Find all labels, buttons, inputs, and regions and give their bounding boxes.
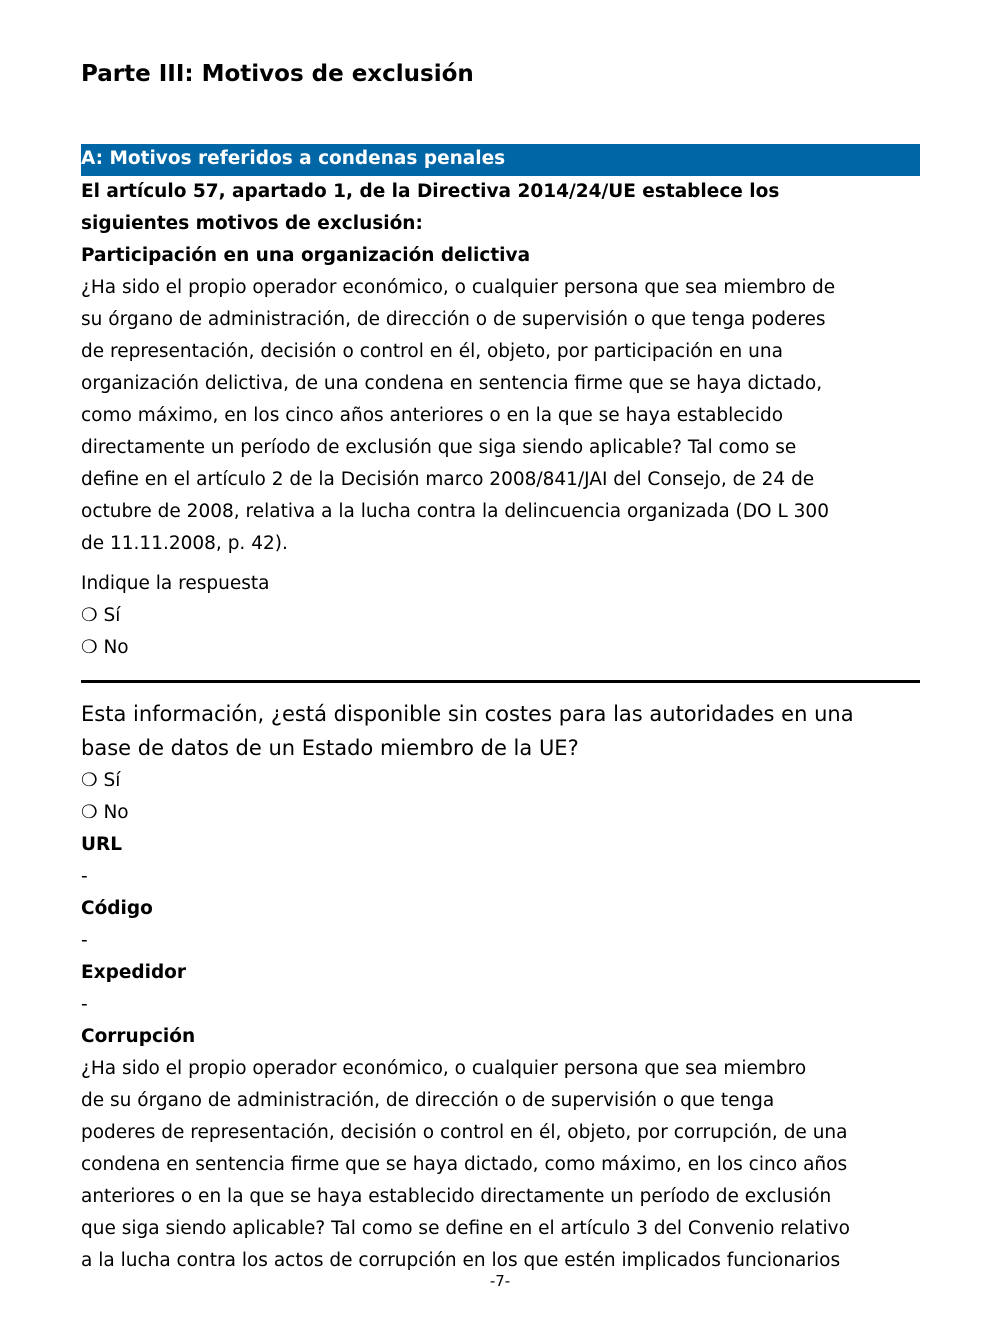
database-radio-yes[interactable]: ❍ Sí [81,770,121,791]
question-line: define en el artículo 2 de la Decisión marco 2008/841/JAI del Consejo, de 24 de [81,469,815,490]
intro-line: El artículo 57, apartado 1, de la Directiva 2014/24/UE establece los [81,181,780,202]
question-line: poderes de representación, decisión o control en él, objeto, por corrupción, de una [81,1122,848,1143]
answer-prompt: Indique la respuesta [81,573,270,594]
question-line: organización delictiva, de una condena en sentencia firme que se haya dictado, [81,373,823,394]
question-line: directamente un período de exclusión que siga siendo aplicable? Tal como se [81,437,797,458]
code-value: - [81,930,88,951]
section-a-content [81,176,920,1277]
part-title: Parte III: Motivos de exclusión [81,61,474,87]
issuer-value: - [81,994,88,1015]
page-number: -7- [489,1272,511,1290]
question-line: ¿Ha sido el propio operador económico, o cualquier persona que sea miembro de [81,277,836,298]
url-label: URL [81,834,123,855]
question-line: de representación, decisión o control en él, objeto, por participación en una [81,341,783,362]
corruption-title: Corrupción [81,1026,196,1047]
horizontal-divider [81,680,920,683]
spacer [81,560,920,568]
org-crime-question [81,272,920,560]
question-line: de 11.11.2008, p. 42). [81,533,288,554]
database-question-line: base de datos de un Estado miembro de la UE? [81,736,579,760]
corruption-question [81,1053,920,1277]
database-question-line: Esta información, ¿está disponible sin costes para las autoridades en una [81,702,854,726]
radio-option-no[interactable]: ❍ No [81,637,129,658]
question-line: condena en sentencia firme que se haya dictado, como máximo, en los cinco años [81,1154,848,1175]
question-line: de su órgano de administración, de dirección o de supervisión o que tenga [81,1090,775,1111]
code-label: Código [81,898,153,919]
url-value: - [81,866,88,887]
question-line: a la lucha contra los actos de corrupción en los que estén implicados funcionarios [81,1250,841,1271]
question-line: ¿Ha sido el propio operador económico, o cualquier persona que sea miembro [81,1058,807,1079]
org-crime-title: Participación en una organización delictiva [81,245,531,266]
section-header-a: A: Motivos referidos a condenas penales [81,144,920,176]
database-radio-no[interactable]: ❍ No [81,802,129,823]
intro-line: siguientes motivos de exclusión: [81,213,423,234]
radio-option-yes[interactable]: ❍ Sí [81,605,121,626]
question-line: como máximo, en los cinco años anteriores o en la que se haya establecido [81,405,784,426]
question-line: que siga siendo aplicable? Tal como se define en el artículo 3 del Convenio relativo [81,1218,850,1239]
question-line: octubre de 2008, relativa a la lucha contra la delincuencia organizada (DO L 300 [81,501,829,522]
question-line: anteriores o en la que se haya establecido directamente un período de exclusión [81,1186,832,1207]
issuer-label: Expedidor [81,962,187,983]
question-line: su órgano de administración, de dirección o de supervisión o que tenga poderes [81,309,826,330]
